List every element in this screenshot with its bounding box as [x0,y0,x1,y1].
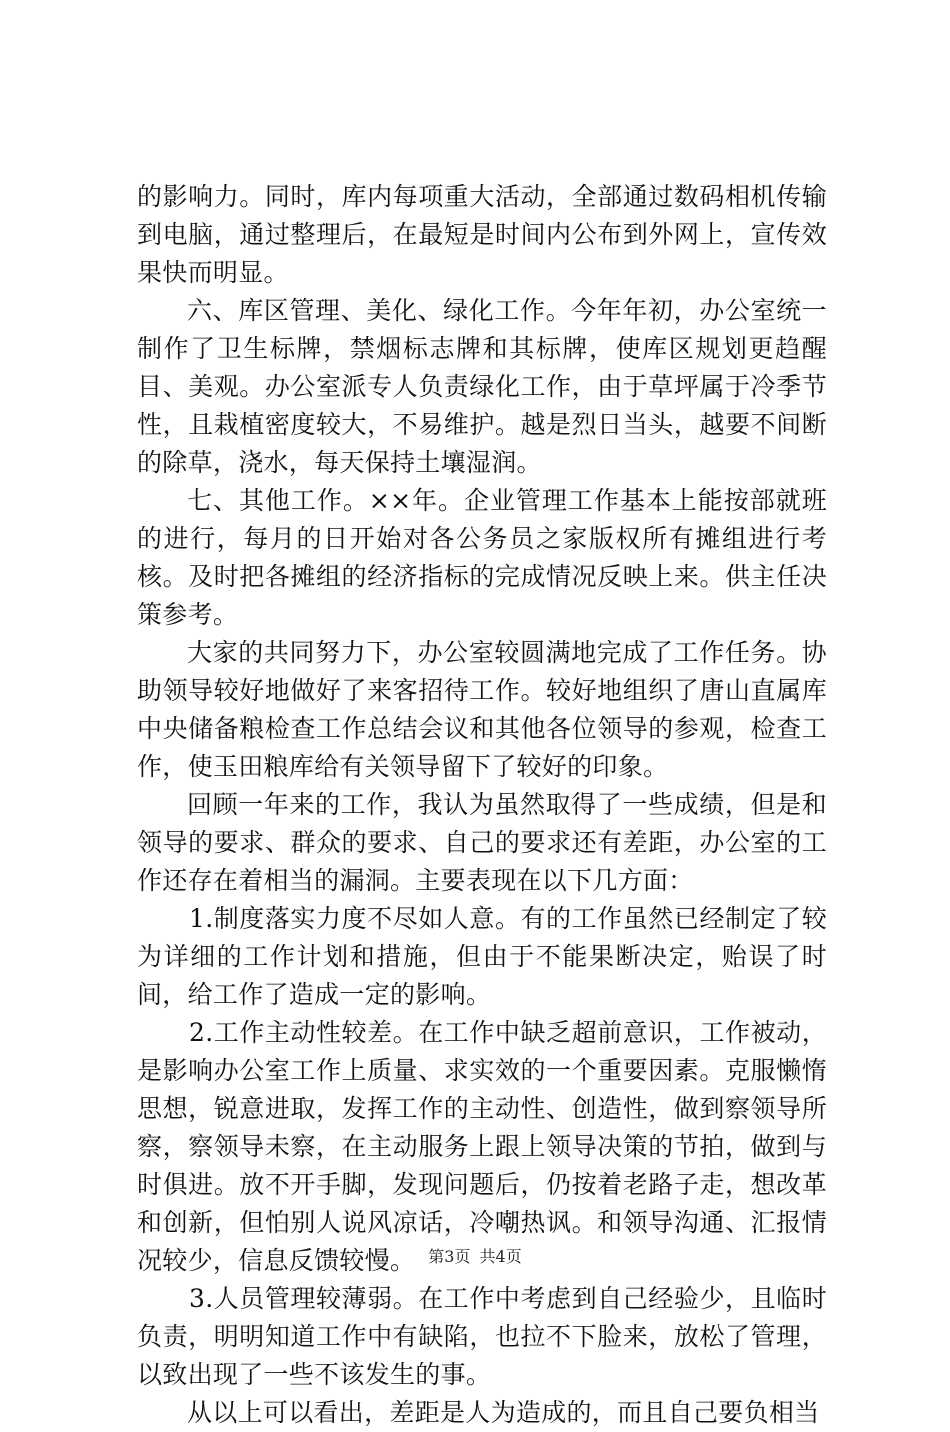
paragraph-summary: 大家的共同努力下，办公室较圆满地完成了工作任务。协助领导较好地做好了来客招待工作。较好地组织了唐山直属库中央储备粮检查工作总结会议和其他各位领导的参观，检查工作，使玉田粮库给有关领导留下了较好的印象。 [137,638,827,781]
paragraph-continuation: 的影响力。同时，库内每项重大活动，全部通过数码相机传输到电脑，通过整理后，在最短是时间内公布到外网上，宣传效果快而明显。 [137,182,827,287]
paragraph-item-3: 3.人员管理较薄弱。在工作中考虑到自己经验少，且临时负责，明明知道工作中有缺陷，也拉不下脸来，放松了管理，以致出现了一些不该发生的事。 [137,1284,827,1389]
paragraph-review: 回顾一年来的工作，我认为虽然取得了一些成绩，但是和领导的要求、群众的要求、自己的要求还有差距，办公室的工作还存在着相当的漏洞。主要表现在以下几方面： [137,790,827,895]
paragraph-conclusion: 从以上可以看出，差距是人为造成的，而且自己要负相当 [187,1398,820,1427]
page-number: 第3页 [428,1247,471,1266]
paragraph-item-1: 1.制度落实力度不尽如人意。有的工作虽然已经制定了较为详细的工作计划和措施，但由于不能果断决定，贻误了时间，给工作了造成一定的影响。 [137,904,827,1009]
paragraph-section-six: 六、库区管理、美化、绿化工作。今年年初，办公室统一制作了卫生标牌，禁烟标志牌和其标牌，使库区规划更趋醒目、美观。办公室派专人负责绿化工作，由于草坪属于冷季节性，且栽植密度较大，不易维护。越是烈日当头，越要不间断的除草，浇水，每天保持土壤湿润。 [137,296,827,477]
page-total: 共4页 [479,1247,522,1266]
page-footer [0,1244,950,1267]
paragraph-item-2: 2.工作主动性较差。在工作中缺乏超前意识，工作被动，是影响办公室工作上质量、求实效的一个重要因素。克服懒惰思想，锐意进取，发挥工作的主动性、创造性，做到察领导所察，察领导未察，在主动服务上跟上领导决策的节拍，做到与时俱进。放不开手脚，发现问题后，仍按着老路子走，想改革和创新，但怕别人说风凉话，冷嘲热讽。和领导沟通、汇报情况较少，信息反馈较慢。 [137,1018,827,1275]
paragraph-section-seven: 七、其他工作。××年。企业管理工作基本上能按部就班的进行，每月的日开始对各公务员之家版权所有摊组进行考核。及时把各摊组的经济指标的完成情况反映上来。供主任决策参考。 [137,486,827,629]
